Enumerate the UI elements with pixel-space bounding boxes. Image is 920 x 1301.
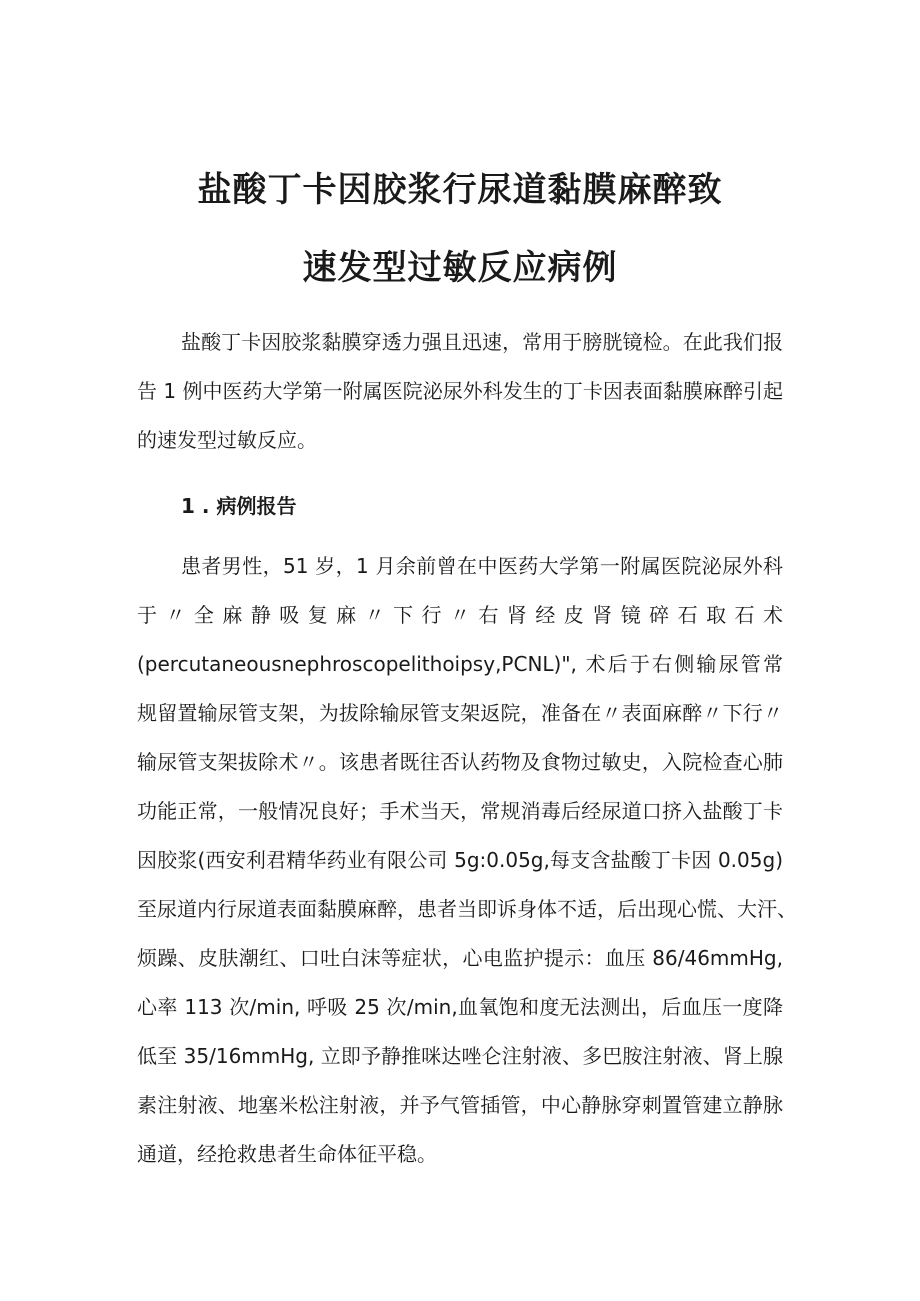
case-line-2: 于 〃 全 麻 静 吸 复 麻 〃 下 行 〃 右 肾 经 皮 肾 镜 碎 石 取 石 术 — [137, 603, 783, 627]
intro-line-1: 盐酸丁卡因胶浆黏膜穿透力强且迅速，常用于膀胱镜检。在此我们报 — [181, 330, 783, 354]
case-line-9: 烦躁、皮肤潮红、口吐白沫等症状，心电监护提示：血压 86/46mmHg, — [137, 946, 783, 970]
case-line-6: 功能正常，一般情况良好；手术当天，常规消毒后经尿道口挤入盐酸丁卡 — [137, 799, 783, 823]
case-line-7: 因胶浆(西安利君精华药业有限公司 5g:0.05g,每支含盐酸丁卡因 0.05g) — [137, 848, 783, 872]
case-line-1: 患者男性，51 岁，1 月余前曾在中医药大学第一附属医院泌尿外科 — [181, 554, 783, 578]
case-line-12: 素注射液、地塞米松注射液，并予气管插管，中心静脉穿刺置管建立静脉 — [137, 1093, 783, 1117]
case-line-11: 低至 35/16mmHg, 立即予静推咪达唑仑注射液、多巴胺注射液、肾上腺 — [137, 1044, 783, 1068]
case-line-4: 规留置输尿管支架，为拔除输尿管支架返院，准备在〃表面麻醉〃下行〃 — [137, 701, 783, 725]
case-line-3: (percutaneousnephroscopelithoipsy,PCNL)", 术后于右侧输尿管常 — [137, 652, 783, 676]
case-line-10: 心率 113 次/min, 呼吸 25 次/min,血氧饱和度无法测出，后血压一度降 — [137, 995, 783, 1019]
intro-line-3: 的速发型过敏反应。 — [137, 428, 317, 452]
intro-line-2: 告 1 例中医药大学第一附属医院泌尿外科发生的丁卡因表面黏膜麻醉引起 — [137, 379, 783, 403]
section-heading-case-report: 1 . 病例报告 — [181, 494, 297, 518]
document-title-line-2: 速发型过敏反应病例 — [302, 248, 618, 288]
document-title-line-1: 盐酸丁卡因胶浆行尿道黏膜麻醉致 — [197, 170, 723, 210]
case-line-5: 输尿管支架拔除术〃。该患者既往否认药物及食物过敏史，入院检查心肺 — [137, 750, 783, 774]
case-line-8: 至尿道内行尿道表面黏膜麻醉，患者当即诉身体不适，后出现心慌、大汗、 — [137, 897, 797, 921]
case-line-13: 通道，经抢救患者生命体征平稳。 — [137, 1142, 437, 1166]
